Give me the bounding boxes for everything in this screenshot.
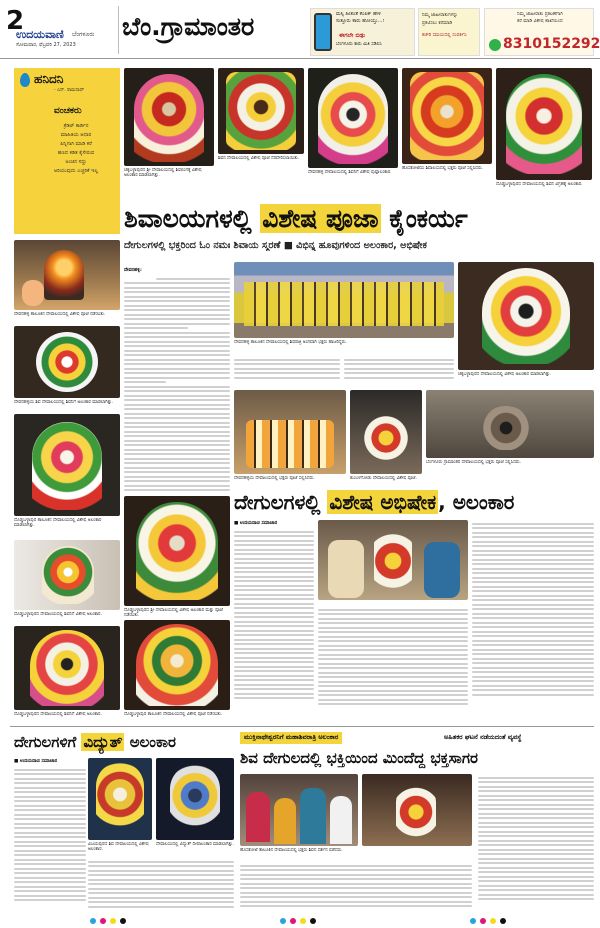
priest-photo <box>318 520 468 600</box>
headline-1-highlight: ವಿಶೇಷ ಪೂಜಾ <box>262 204 379 233</box>
article-5-body <box>318 606 468 718</box>
bottom-left-caption-2: ದೊಡ್ಡಬಳ್ಳಾಪುರ ತಾಲೂಕಿನ ದೇವಾಲಯದಲ್ಲಿ ವಿಶೇಷ ಪೂಜೆ ನಡೆಯಿತು. <box>124 712 223 717</box>
headline-1-subtitle: ದೇಗುಲಗಳಲ್ಲಿ ಭಕ್ತರಿಂದ ಓಂ ನಮಃ ಶಿವಾಯ ಸ್ಮರಣೆ ■ ವಿಭಿನ್ನ ಹೂವುಗಳಿಂದ ಅಲಂಕಾರ, ಅಭಿಷೇಕ <box>124 240 427 251</box>
article-8-body <box>88 858 234 916</box>
bottom-photo-b <box>156 758 234 840</box>
headline-2-highlight: ವಿಶೇಷ ಅಭಿಷೇಕ <box>329 490 437 514</box>
top-caption-4: ಹೊಸಕೋಟೆಯ ಶಿವಾಲಯದಲ್ಲಿ ಭಕ್ತರು ಪೂಜೆ ಸಲ್ಲಿಸಿದರು. <box>402 166 484 171</box>
group-photo <box>234 262 454 338</box>
article-4-dateline: ■ ಉದಯವಾಣಿ ಸಮಾಚಾರ <box>234 521 278 526</box>
article-1-body <box>124 256 230 494</box>
ad-box-2[interactable]: ನಿಮ್ಮ ಜಾಹೀರಾತುಗಳನ್ನು ಪ್ರಕಟಿಸಲು ಕರೆಮಾಡಿ ಕಚೇರಿ ಸಮಯದಲ್ಲಿ ಸಂಪರ್ಕಿಸಿ <box>418 8 480 56</box>
masthead <box>0 0 600 60</box>
article-1-dateline: ದೇವನಹಳ್ಳಿ: <box>124 268 142 273</box>
kicker-left: ಮುಕ್ತಿನಾಥೇಶ್ವರನಿಗೆ ಮಹಾಶಿವರಾತ್ರಿ ಅಲಂಕಾರ <box>240 732 342 744</box>
top-photo-1 <box>124 68 214 166</box>
kicker-right: ಅಹಿತಕರ ಘಟನೆ ನಡೆಯದಂತೆ ವ್ಯವಸ್ಥೆ <box>444 733 522 741</box>
date: ಸೋಮವಾರ, ಫೆಬ್ರವರಿ 27, 2023 <box>16 42 76 48</box>
mid-photo-c <box>426 390 594 458</box>
left-photo-4 <box>14 540 120 610</box>
mid-photo-a <box>234 390 346 474</box>
city: ಬೆಂಗಳೂರು <box>72 31 95 38</box>
left-photo-1 <box>14 240 120 310</box>
ad-box-1[interactable]: ಮಸ್ಸಿ ಹೀತಂತೆ ಕೆಂಪಿಕ್ ಹೇಳಿ ಸುತ್ತೂರು ಕಾರು ಹೋಯ್ತು...! ಈಗಲೇ ಬಿಡ್ಡು ಬೆಂಗಳೂರು ಕಾರು ಮಿತಿ ಸಡಿಲಿಸಿ <box>310 8 415 56</box>
headline-4-kicker <box>240 732 594 744</box>
bottom-left-photo-2 <box>124 620 230 710</box>
top-photo-2 <box>218 68 304 154</box>
left-caption-3: ದೊಡ್ಡಬಳ್ಳಾಪುರ ತಾಲೂಕಿನ ದೇವಾಲಯದಲ್ಲಿ ವಿಶೇಷ ಅಲಂಕಾರ ಮಾಡಲಾಗಿತ್ತು. <box>14 518 102 529</box>
top-caption-2: ಶಿವನ ದೇವಾಲಯದಲ್ಲಿ ವಿಶೇಷ ಪೂಜೆ ನೆರವೇರಿಸಲಾಯಿತು. <box>218 156 300 161</box>
article-2-body <box>234 356 340 384</box>
page-number: 2 <box>6 6 25 36</box>
mid-deity-photo <box>124 496 230 606</box>
article-3-body <box>344 356 454 384</box>
top-photo-4 <box>402 68 492 164</box>
phone-number: 8310152292 <box>503 36 600 52</box>
honey-dani-heading: ವಂಚಕರು <box>54 106 82 116</box>
mid-caption-5: ಬೆಂಗಳೂರು ಗ್ರಾಮಾಂತರ ದೇವಾಲಯದಲ್ಲಿ ಭಕ್ತರು ಪೂಜೆ ಸಲ್ಲಿಸಿದರು. <box>426 460 522 465</box>
bottom-photo-a <box>88 758 152 840</box>
left-caption-2: ದೇವನಹಳ್ಳಿಯ ಶಿವ ದೇವಾಲಯದಲ್ಲಿ ಶಿವನಿಗೆ ಅಲಂಕಾರ ಮಾಡಲಾಗಿತ್ತು. <box>14 400 114 405</box>
headline-1: ಶಿವಾಲಯಗಳಲ್ಲಿ ವಿಶೇಷ ಪೂಜಾ ಕೈಂಕರ್ಯ <box>124 204 468 233</box>
mid-caption-2: ಚಿಕ್ಕಬಳ್ಳಾಪುರದ ದೇವಾಲಯದಲ್ಲಿ ವಿಶೇಷ ಅಲಂಕಾರ ಮಾಡಲಾಗಿತ್ತು. <box>458 372 552 377</box>
registration-marks <box>90 918 510 924</box>
left-photo-3 <box>14 414 120 516</box>
temple-photo <box>362 774 472 846</box>
headline-3-highlight: ವಿದ್ಯುತ್ <box>83 733 123 751</box>
headline-2: ದೇಗುಲಗಳಲ್ಲಿ ವಿಶೇಷ ಅಭಿಷೇಕ , ಅಲಂಕಾರ <box>234 490 515 514</box>
mid-photo-caption: ದೊಡ್ಡಬಳ್ಳಾಪುರದ ಶ್ರೀ ದೇವಾಲಯದಲ್ಲಿ ವಿಶೇಷ ಅಲಂಕಾರ ಮತ್ತು ಪೂಜೆ ನಡೆಯಿತು. <box>124 608 223 619</box>
honey-dani-author: - ಎನ್. ರಾಮನಾಥ್ <box>54 88 85 93</box>
article-7-body <box>14 766 86 916</box>
headline-4-caption: ಹೊಸಕೋಟೆ ತಾಲೂಕಿನ ದೇವಾಲಯದಲ್ಲಿ ಭಕ್ತರು ಶಿವನ ದರ್ಶನ ಪಡೆದರು. <box>240 848 343 853</box>
mid-caption-4: ಕುಂಬಳಗೋಡು ದೇವಾಲಯದಲ್ಲಿ ವಿಶೇಷ ಪೂಜೆ. <box>350 476 417 481</box>
bottom-left-caption-1: ದೊಡ್ಡಬಳ್ಳಾಪುರದ ದೇವಾಲಯದಲ್ಲಿ ಶಿವನಿಗೆ ವಿಶೇಷ ಅಲಂಕಾರ. <box>14 712 102 717</box>
headline-4: ಶಿವ ದೇಗುಲದಲ್ಲಿ ಭಕ್ತಿಯಿಂದ ಮಿಂದೆದ್ದ ಭಕ್ತಸಾಗರ <box>240 749 478 767</box>
honey-dani-title: ಹನಿದನಿ <box>34 72 64 86</box>
article-10-body <box>478 774 594 918</box>
article-6-body <box>472 520 594 718</box>
devotees-photo <box>240 774 358 846</box>
top-caption-1: ಚಿಕ್ಕಬಳ್ಳಾಪುರದ ಶ್ರೀ ದೇವಾಲಯದಲ್ಲಿ ಶಿವಲಿಂಗಕ್ಕೆ ವಿಶೇಷ ಅಲಂಕಾರ ಮಾಡಲಾಗಿತ್ತು. <box>124 168 202 179</box>
top-photo-5 <box>496 68 592 180</box>
bottom-left-photo-1 <box>14 626 120 710</box>
article-7-dateline: ■ ಉದಯವಾಣಿ ಸಮಾಚಾರ <box>14 759 58 764</box>
article-4-body <box>234 528 314 718</box>
article-9-body <box>240 862 472 918</box>
mid-caption-1: ದೇವನಹಳ್ಳಿ ತಾಲೂಕಿನ ದೇವಾಲಯದಲ್ಲಿ ಶಿವರಾತ್ರಿ ಅಂಗವಾಗಿ ಭಕ್ತರು ಹಾಜರಿದ್ದರು. <box>234 340 347 345</box>
paper-name: ಉದಯವಾಣಿ <box>16 28 64 41</box>
mid-photo-b <box>350 390 422 474</box>
drop-icon <box>20 73 30 87</box>
section-title: ಬೆಂ.ಗ್ರಾಮಾಂತರ <box>122 12 255 41</box>
headline-4-highlight: ಭಕ್ತಿಯಿಂದ <box>326 749 378 767</box>
ad-box-3[interactable]: ನಿಮ್ಮ ಜಾಹೀರಾತು ಪ್ರಕಟಣೆಗಾಗಿ ಕರೆ ಮಾಡಿ ವಿಶೇಷ ಶಾಖೆಯಿಂದ 8310152292 <box>484 8 594 56</box>
left-caption-4: ದೊಡ್ಡಬಳ್ಳಾಪುರದ ದೇವಾಲಯದಲ್ಲಿ ಶಿವನಿಗೆ ವಿಶೇಷ ಅಲಂಕಾರ. <box>14 612 102 617</box>
bottom-small-caption-2: ದೇವಾಲಯದಲ್ಲಿ ವಿದ್ಯುತ್ ದೀಪಾಲಂಕಾರ ಮಾಡಲಾಗಿತ್ತು. <box>156 842 234 847</box>
top-caption-3: ದೇವನಹಳ್ಳಿ ದೇವಾಲಯದಲ್ಲಿ ಶಿವನಿಗೆ ವಿಶೇಷ ಪುಷ್ಪಾಲಂಕಾರ. <box>308 170 392 175</box>
left-photo-2 <box>14 326 120 398</box>
left-caption-1: ದೇವನಹಳ್ಳಿ ತಾಲೂಕಿನ ದೇವಾಲಯದಲ್ಲಿ ವಿಶೇಷ ಪೂಜೆ ನಡೆಯಿತು. <box>14 312 106 317</box>
bottom-small-caption-1: ವಿಜಯಪುರದ ಶಿವ ದೇವಾಲಯದಲ್ಲಿ ವಿಶೇಷ ಅಲಂಕಾರ. <box>88 842 149 853</box>
honey-dani-poem: ಕ್ರೆಡಿಟ್ ಕಾರ್ಡಿನ ಮಾಹಿತಿಯ ಆಧಾರ ಪಿನ್ನಿಗಾಗಿ ಮಾಡಿ ಕರೆ ಹಣದ ಕಡಿತ ಕೈಸೇರುವ ಅಂಚಿನ ಸದ್ದು ಅರಿಯುವುದು ಎಚ್ಚರಿಕೆ ಇಲ್ಲ <box>53 123 99 174</box>
phone-icon <box>314 13 332 51</box>
mid-caption-3: ದೇವನಹಳ್ಳಿಯ ದೇವಾಲಯದಲ್ಲಿ ಭಕ್ತರು ಪೂಜೆ ಸಲ್ಲಿಸಿದರು. <box>234 476 315 481</box>
whatsapp-icon <box>489 39 501 51</box>
top-photo-3 <box>308 68 398 168</box>
right-deity-photo <box>458 262 594 370</box>
headline-3: ದೇಗುಲಗಳಿಗೆ ವಿದ್ಯುತ್ ಅಲಂಕಾರ <box>14 733 176 751</box>
top-caption-5: ದೊಡ್ಡಬಳ್ಳಾಪುರದ ದೇವಾಲಯದಲ್ಲಿ ಶಿವನ ವಿಗ್ರಹಕ್ಕೆ ಅಲಂಕಾರ. <box>496 182 583 187</box>
honey-dani-box <box>14 68 120 234</box>
